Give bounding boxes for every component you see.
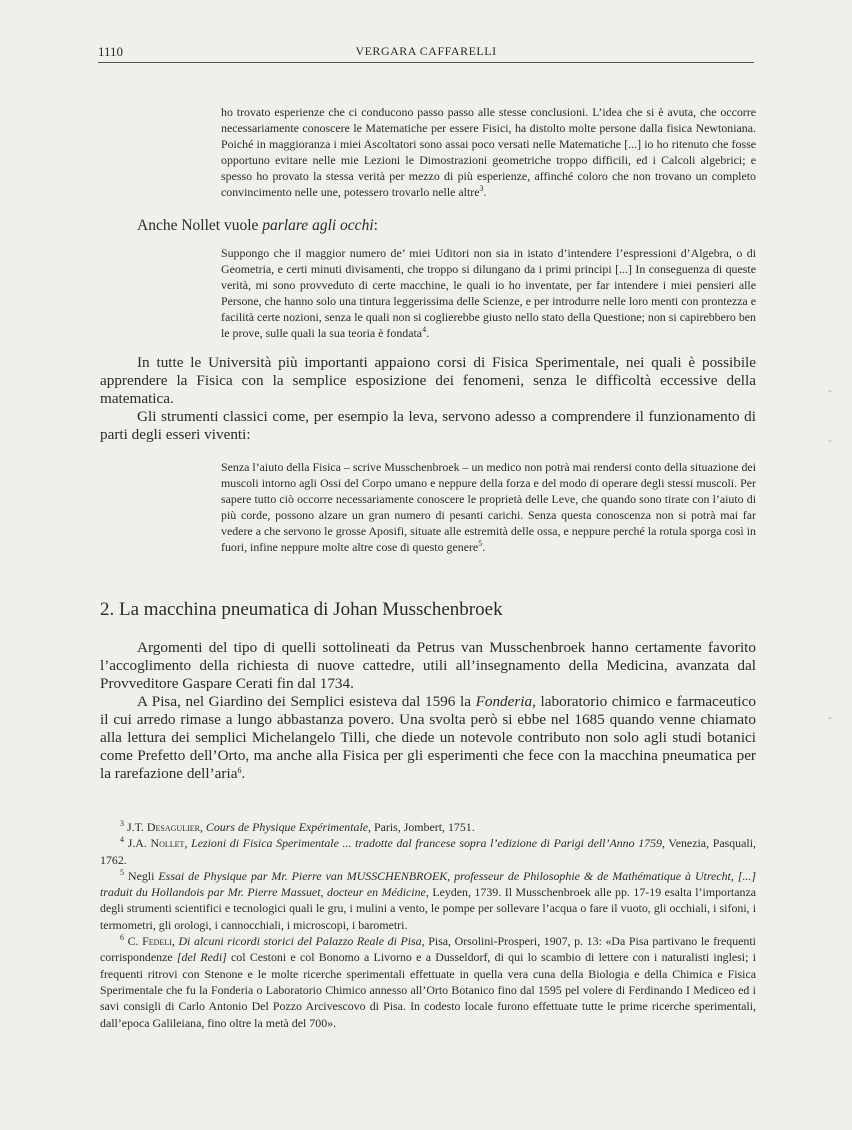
footnote-3-number: 3 [120,819,124,828]
paragraph-argomenti: Argomenti del tipo di quelli sottolineati da Petrus van Musschenbroek hanno certamente favorito l’accoglimento della richiesta di nuove cattedre, utili all’insegnamento della Medicina, avanzata dal Provveditore Gaspare Cerati fin dal 1734. [100,639,756,692]
footnote-4-initials: J.A. [127,836,151,851]
quote-1-text: ho trovato esperienze che ci conducono passo passo alle stesse conclusioni. L’idea che si è avuta, che occorre necessariamente conoscere le Matematiche per essere Fisici, ha distolto molte persone dalla fisica Newtoniana. Poiché in maggioranza i miei Ascoltatori sono assai poco versati nelle Matematiche [...] io ho ritenuto che fosse opportuno evitare nelle mie Lezioni le Dimostrazioni geometriche troppo difficili, ed i Calcoli algebrici; e spesso ho provato la stessa verità per mezzo di più esperienze, affinché coloro che non trovano un completo convincimento nelle une, potessero trovarlo nelle altre [221,105,756,199]
footnote-5-rest: , Leyden, 1739. Il Musschenbroek alle pp. 17-19 esalta l’importanza degli strumenti scientifici e tecnologici quali le gru, i mulini a vento, le pompe per sollevare l’acqua o fare il vuoto, gli occhiali, i sifoni, i termometri, gli orologi, i cannocchiali, i microscopi, i barometri. [100,885,756,932]
page-header [98,42,754,63]
footnote-6-title: Di alcuni ricordi storici del Palazzo Reale di Pisa [178,934,422,949]
footnote-ref-6[interactable]: 6 [237,766,242,775]
footnote-6-sep: , [171,934,179,949]
footnote-4-rest: , Venezia, Pasquali, 1762. [100,836,756,867]
page-number: 1110 [98,44,124,59]
footnote-4 [100,835,756,868]
paragraph-universita: In tutte le Università più importanti appaiono corsi di Fisica Sperimentale, nei quali è possibile apprendere la Fisica con la semplice esposizione dei fenomeni, senza le difficoltà eccessive della matematica. [100,354,756,407]
scan-mark: - [828,383,832,397]
body-section-1 [100,354,756,444]
footnote-4-number: 4 [120,835,124,845]
footnote-4-author: Nollet [150,836,185,851]
body-section-2 [100,639,756,783]
footnote-ref-4[interactable]: 4 [422,325,427,334]
footnote-6-number: 6 [120,933,124,943]
footnote-4-sep: , [184,836,192,851]
block-quote-1: ho trovato esperienze che ci conducono passo passo alle stesse conclusioni. L’idea che si è avuta, che occorre necessariamente conoscere le Matematiche per essere Fisici, ha distolto molte persone dalla fisica Newtoniana. Poiché in maggioranza i miei Ascoltatori sono assai poco versati nelle Matematiche [...] io ho ritenuto che fosse opportuno evitare nelle mie Lezioni le Dimostrazioni geometriche troppo difficili, ed i Calcoli algebrici; e spesso ho provato la stessa verità per mezzo di più esperienze, affinché coloro che non trovano un completo convincimento nelle une, potessero trovarlo nelle altre$^3$. [221,105,756,199]
scan-mark: - [828,710,832,724]
footnote-3-rest: , Paris, Jombert, 1751. [368,820,475,834]
footnote-ref-5[interactable]: 5 [478,539,483,548]
nollet-line [100,217,756,235]
block-quote-2: Suppongo che il maggior numero de’ miei Uditori non sia in istato d’intendere l’espressioni d’Algebra, o di Geometria, e certi minuti divisamenti, che troppo si dilungano da i primi principi [...] In conseguenza di queste verità, mi sono provveduto di certe macchine, le quali io ho inventate, per far intendere i miei pensieri alle Persone, che hanno solo una tintura leggerissima delle Scienze, e per introdurre nelle loro menti con prontezza e facilità certe nozioni, senza le quali non si coglierebbe giusto nello stato della Questione; non si capirebbero ben le prove, sulle quali la sua teoria è fondata$^4$. [221,246,756,340]
footnote-3-title: Cours de Physique Expérimentale [205,820,369,834]
running-title: VERGARA CAFFARELLI [355,44,497,58]
footnote-3 [100,819,756,835]
nollet-prefix: Anche Nollet vuole [137,217,263,234]
footnote-6-author: Fedeli [142,934,172,949]
pisa-text-a: A Pisa, nel Giardino dei Semplici esisteva dal 1596 la [137,693,476,710]
block-quote-3: Senza l’aiuto della Fisica – scrive Musschenbroek – un medico non potrà mai rendersi conto della situazione dei muscoli intorno agli Ossi del Corpo umano e neppure della forza e del modo di operare degli stessi muscoli. Per sapere tutto ciò occorre necessariamente conoscere le proprietà delle Leve, che quando sono tirate con l’aiuto di più corde, possono alzare un gran numero di pesanti carichi. Senza questa conoscenza non si potrà mai far vedere a che servono le grosse Aposifi, situate alle estremità delle ossa, e neppure perché la rotula sporga così in fuori, infine neppure molte altre cose di questo genere$^5$. [221,460,756,554]
footnote-ref-3[interactable]: 3 [479,184,484,193]
footnotes [100,819,756,1031]
footnote-6 [100,933,756,1031]
footnote-3-author: Desagulier [146,820,200,834]
footnote-5-number: 5 [120,867,124,877]
footnote-6-rest-a: , Pisa, Orsolini-Prosperi, 1907, p. 13: «Da Pisa partivano le frequenti corrispondenze [100,934,756,965]
footnote-6-rest-b: col Cestoni e col Bonomo a Livorno e a Dusseldorf, di qui lo scambio di lettere con i naturalisti inglesi; i frequenti ritrovi con Stenone e le molte ricerche sperimentali effettuate in quella vera cuna della Biologia e della Chimica e Fisica Sperimentale che fu la Fonderia o Laboratorio Chimico annesso all’Orto Botanico fino dal 1595 pel volere di Ferdinando I Mediceo ed i savi consigli di Carlo Antonio Del Pozzo Arcivescovo di Pisa. In codesto locale furono effettuate tutte le prime ricerche sperimentali, dall’epoca Galileiana, fino oltre la metà del 700». [100,950,756,1030]
footnote-5-title: Essai de Physique par Mr. Pierre van MUSSCHENBROEK, professeur de Philosophie & de Mathématique à Utrecht, [...] traduit du Hollandois par Mr. Pierre Massuet, docteur en Médicine [100,868,756,900]
quote-3-text: Senza l’aiuto della Fisica – scrive Musschenbroek – un medico non potrà mai rendersi conto della situazione dei muscoli intorno agli Ossi del Corpo umano e neppure della forza e del modo di operare degli stessi muscoli. Per sapere tutto ciò occorre necessariamente conoscere le proprietà delle Leve, che quando sono tirate con l’aiuto di più corde, possono alzare un gran numero di pesanti carichi. Senza questa conoscenza non si potrà mai far vedere a che servono le grosse Aposifi, situate alle estremità delle ossa, e neppure perché la rotula sporga così in fuori, infine neppure molte altre cose di questo genere [221,460,756,554]
nollet-emphasis: parlare agli occhi [262,217,374,234]
footnote-5 [100,868,756,933]
footnote-4-title: Lezioni di Fisica Sperimentale ... tradotte dal francese sopra l’edizione di Parigi dell’Anno 1759 [191,836,662,851]
fonderia-emphasis: Fonderia [475,693,533,710]
paragraph-pisa: A Pisa, nel Giardino dei Semplici esisteva dal 1596 la Fonderia, laboratorio chimico e farmaceutico il cui arredo rimase a lungo abbastanza povero. Una svolta però si ebbe nel 1685 quando venne chiamato alla lettura dei semplici Michelangelo Tilli, che diede un notevole contributo non solo agli studi botanici come Prefetto dell’Orto, ma anche alla Fisica per gli esperimenti che fece con la macchina pneumatica per la rarefazione dell’aria$^6$. [100,693,756,782]
nollet-suffix: : [373,217,378,234]
quote-2-text: Suppongo che il maggior numero de’ miei Uditori non sia in istato d’intendere l’espressioni d’Algebra, o di Geometria, e certi minuti divisamenti, che troppo si dilungano da i primi principi [...] In conseguenza di queste verità, mi sono provveduto di certe macchine, le quali io ho inventate, per far intendere i miei pensieri alle Persone, che hanno solo una tintura leggerissima delle Scienze, e per introdurre nelle loro menti con prontezza e facilità certe nozioni, senza le quali non si coglierebbe giusto nello stato della Questione; non si capirebbero ben le prove, sulle quali la sua teoria è fondata [221,246,756,340]
paragraph-strumenti: Gli strumenti classici come, per esempio la leva, servono adesso a comprendere il funzionamento di parti degli esseri viventi: [100,408,756,443]
footnote-6-emphasis: [del Redi] [176,950,227,965]
footnote-3-sep: , [199,820,206,834]
footnote-5-pre: Negli [128,868,159,883]
scan-mark: - [828,433,832,447]
footnote-6-initials: C. [127,934,143,949]
pisa-text-b: , laboratorio chimico e farmaceutico il cui arredo rimase a lungo abbastanza povero. Una svolta però si ebbe nel 1685 quando venne chiamato alla lettura dei semplici Michelangelo Tilli, che diede un notevole contributo non solo agli studi botanici come Prefetto dell’Orto, ma anche alla Fisica per gli esperimenti che fece con la macchina pneumatica per la rarefazione dell’aria [100,693,756,782]
section-heading: 2. La macchina pneumatica di Johan Musschenbroek [100,599,503,620]
footnote-3-initials: J.T. [126,820,147,834]
